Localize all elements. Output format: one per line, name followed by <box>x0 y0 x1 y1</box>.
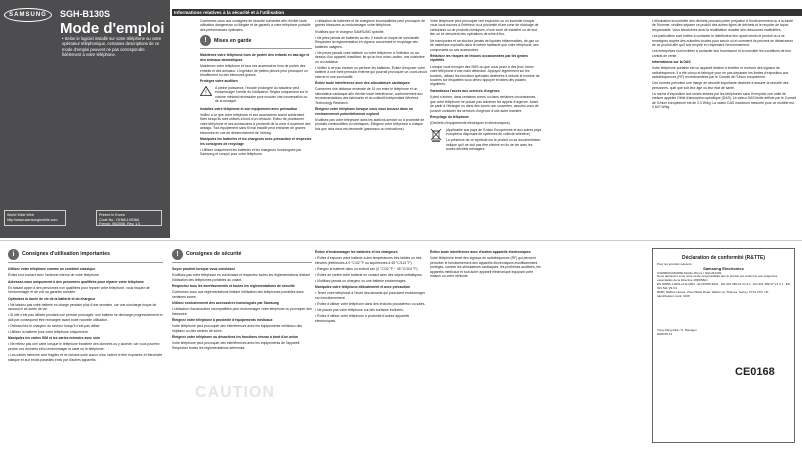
heading: Optimisez la durée de vie de la batterie et du chargeur <box>8 296 96 301</box>
section-title: Consignes de sécurité <box>186 251 242 258</box>
paragraph: • Ne jetez jamais de batteries au feu. Il existe un risque de surchauffe. Respectez la réglementation en vigueur concernant le recyclage des batteries usagées. <box>315 35 420 49</box>
paragraph: • Ne placez pas votre téléphone sur des surfaces inclinées. <box>315 308 404 312</box>
declaration-product: GSM900/GSM1800 Mobile Phone / SGH-B130S <box>657 270 722 275</box>
section-mises-en-garde <box>200 35 312 49</box>
paragraph: • Évitez d'utiliser votre téléphone à proximité d'autres appareils électroniques. <box>315 314 410 323</box>
heading: Installez votre téléphone et son équipement avec précaution <box>200 106 298 111</box>
paragraph: Lorsque vous envoyez des SMS ou que vous jouez à des jeux, tenez votre téléphone d'une main détendue. Appuyez légèrement sur les touches, utilisez les fonctions spéciales destinées à réduire le nombre de touches sur lesquelles vous devez appuyer et faites des pauses régulières. <box>430 64 540 87</box>
notified-body: BABT, Balfour House, Churchfield Road, Walton-on-Thames, Surrey, KT12 2TD, UK <box>657 290 769 295</box>
heading: Éteignez votre téléphone à proximité d'équipements médicaux <box>172 318 273 323</box>
heading: Informations sur la DAS <box>652 60 691 65</box>
column-important-usage <box>8 246 163 451</box>
section-title: Consignes d'utilisation importantes <box>22 251 110 258</box>
declaration-date: 2008.05.14 <box>657 331 673 336</box>
section-title: Mises en garde <box>214 37 252 44</box>
print-info-box <box>96 210 162 226</box>
declaration-standards: EN 60950-1:2001+A11:2004 · EN 50360:2001 · EN 301 489-01 V1.6.1 · EN 301 489-07 V1.3.1 · EN 301 511 V9.0.2 <box>657 282 790 291</box>
paragraph: Votre téléphone peut provoquer des interférences avec les équipements de l'appareil. Respectez toutes les réglementations aériennes. <box>172 341 301 350</box>
declaration-title: Déclaration de conformité (R&TTE) <box>681 255 766 261</box>
print-origin: Printed in Korea <box>99 213 125 217</box>
section-consignes-securite <box>172 249 312 263</box>
signatory: Yong-Sang Park / S. Manager <box>657 327 697 332</box>
column-explosion <box>430 19 542 239</box>
print-code: Code No.: GH68-19938A <box>99 217 140 222</box>
samsung-logo: SAMSUNG <box>4 8 52 22</box>
identification-mark: Identification mark: 0168 <box>657 293 690 298</box>
declaration-text: Nous déclarons sous notre seule responsabilité que le produit est conforme aux exigences essentielles de la Directive 1999/5/EC. <box>657 274 778 283</box>
intro-text: Conformez-vous aux consignes de sécurité suivantes afin d'éviter toute utilisation dangereuse ou illégale et de garantir à votre téléphone portable des performances optimales. <box>200 19 311 32</box>
subheading: (Déchets d'équipements électriques et électroniques) <box>430 121 510 126</box>
paragraph: (Applicable aux pays de l'Union Européenne et aux autres pays européens disposant de systèmes de collecte sélective) <box>446 127 542 137</box>
caution-watermark: CAUTION <box>195 384 275 401</box>
paragraph: Votre téléphone peut provoquer une explosion ou un incendie lorsque vous vous trouvez à l'intérieur ou à proximité d'une zone de stockage de carburants ou de produits chimiques, d'une zone de transfert ou de tout lieu où se déroulent des opérations de mise à feu. <box>430 19 539 37</box>
heading: Évitez d'endommager les batteries et les chargeurs <box>315 250 398 254</box>
declaration-for: Pour les produits suivants : <box>657 261 694 266</box>
crossed-bin-icon <box>430 128 442 142</box>
paragraph: • Évitez d'utiliser votre téléphone dans des endroits poussiéreux ou sales. <box>315 301 426 306</box>
paragraph: Ne transportez et ne stockez jamais de liquides inflammables, de gaz ou de matériaux explosifs dans le même habitacle que votre téléphone, ses composants ou ses accessoires. <box>430 38 539 52</box>
paragraph: À pleine puissance, l'écoute prolongée du baladeur peut endommager l'oreille de l'utilisateur. Réglez uniquement sur le volume minimal nécessaire pour écouter une conversation ou de la musique. <box>215 85 309 104</box>
heading: Utilisez votre téléphone comme un combiné classique <box>8 267 96 271</box>
paragraph: • Tenez votre téléphone à l'écart des aimants qui pourraient endommager son fonctionnement. <box>315 291 425 300</box>
info-bar: Informations relatives à la sécurité et à l'utilisation <box>172 9 802 16</box>
paragraph: Conservez une distance minimale de 15 cm entre le téléphone et un stimulateur cardiaque afin d'éviter toute interférence, conformément aux recommandations des fabricants et du collectif indépendant Wireless Technology Research. <box>315 87 423 105</box>
paragraph: Votre téléphone émet des signaux de radiofréquence (RF) qui peuvent perturber le fonctionnement des appareils électroniques insuffisamment protégés, comme les stimulateurs cardiaques, les prothèses auditives, les appareils médicaux et tout autre appareil électronique équipant votre maison ou votre véhicule. <box>430 256 541 279</box>
paragraph: • Débranchez le chargeur du secteur lorsqu'il n'est pas utilisé. <box>8 323 101 328</box>
column-battery-care <box>315 248 427 451</box>
web-label: World Wide Web <box>7 213 34 217</box>
column-safety <box>172 246 312 451</box>
paragraph: Il peut s'avérer, dans certaines zones ou dans certaines circonstances, que votre téléphone ne puisse pas autoriser les appels d'urgence. Avant de partir à l'étranger ou dans des zones non couvertes, assurez-vous de pouvoir contacter les services d'urgence d'une autre manière. <box>430 95 539 113</box>
section-consignes-utilisation <box>8 249 163 263</box>
ce-mark: CE0168 <box>735 366 775 378</box>
paragraph: • Évitez de mettre votre batterie en contact avec des objets métalliques. <box>315 272 423 277</box>
paragraph: • Veillez à ne pas écraser ou perforer les batteries. Évitez d'exposer votre batterie à une forte pression externe qui pourrait provoquer un court-circuit interne et une surchauffe. <box>315 65 427 79</box>
heading: Manipulez les cartes SIM et les cartes mémoire avec soin <box>8 336 100 341</box>
heading: Utilisez exclusivement des accessoires homologués par Samsung <box>172 301 279 306</box>
warning-icon: ! <box>172 249 183 260</box>
weee-block <box>430 128 542 154</box>
paragraph: N'utilisez pas votre téléphone en conduisant et respectez toutes les réglementations limitant l'utilisation des téléphones portables au volant. <box>172 273 310 282</box>
paragraph: En faisant appel à des personnes non qualifiées pour réparer votre téléphone, vous risquez de l'endommager et de voir sa garantie annulée. <box>8 285 150 295</box>
paragraph: La norme d'exposition aux ondes émises par les téléphones sans fil emploie une unité de mesure appelée Débit d'absorption spécifique (DAS). La valeur DAS limite définie par le Conseil de l'Union européenne est de 2,0 W/kg. La valeur DAS maximum mesurée pour ce modèle est 0,647 W/kg. <box>652 91 797 110</box>
paragraph: L'utilisation de batteries et de chargeurs incompatibles peut provoquer de graves blessures ou endommager votre téléphone. <box>315 19 425 28</box>
paragraph: • Si elle n'est pas utilisée pendant une période prolongée, une batterie se décharge progressivement et doit par conséquent être rechargée avant toute nouvelle utilisation. <box>8 313 163 322</box>
paragraph: Les entreprises sont invitées à contacter leur fournisseur et à consulter les conditions de leur contrat de vente. <box>652 49 792 58</box>
column-batteries <box>315 19 427 239</box>
paragraph: • Les cartes mémoire sont fragiles et ne doivent subir aucun choc violent ni être exposées à l'électricité statique et aux bruits parasites émis par d'autres appareils. <box>8 353 163 362</box>
heading: Évitez toute interférence avec des stimulateurs cardiaques <box>315 81 410 86</box>
cover-panel <box>0 0 170 238</box>
manual-title: Mode d'emploi <box>60 20 165 37</box>
paragraph: Veillez à ce que votre téléphone et ses accessoires soient solidement fixés lorsqu'ils sont utilisés à bord d'un véhicule. Évitez de positionner votre téléphone et ses accessoires à proximité de la zone d'ouverture des airbags. Tout équipement sans fil mal installé peut entraîner de graves blessures en cas de déclenchement de l'airbag. <box>200 112 311 135</box>
heading: Soyez prudent lorsque vous conduisez <box>172 267 235 271</box>
hazard-triangle-icon <box>200 86 212 96</box>
paragraph: • Utilisez la batterie pour votre téléphone uniquement. <box>8 329 89 334</box>
paragraph: Votre téléphone peut provoquer des interférences avec les équipements médicaux des hôpitaux ou des centres de soins. <box>172 324 303 333</box>
paragraph: • Ne posez jamais votre batterie ou votre téléphone à l'intérieur ou au-dessus d'un appareil chauffant, tel qu'un four micro-ondes, une cuisinière ou un radiateur. <box>315 50 425 64</box>
heading: Recyclage du téléphone <box>430 114 469 119</box>
paragraph: Conformez-vous aux réglementations limitant l'utilisation des téléphones portables dans certaines zones. <box>172 290 304 299</box>
heading: Adressez-vous uniquement à des personnes qualifiées pour réparer votre téléphone <box>8 279 144 284</box>
warning-icon: ! <box>200 35 211 46</box>
svg-text:!: ! <box>205 90 207 96</box>
hearing-warning <box>200 86 312 104</box>
heading: Manipulez votre téléphone délicatement et avec précaution <box>315 285 410 290</box>
model-number: SGH-B130S <box>60 9 111 19</box>
print-revision: French. 06/2008. Rev. 1.0 <box>99 222 141 227</box>
paragraph: N'utilisez pas votre téléphone dans les stations-service ou à proximité de produits combustibles ou chimiques. Éteignez votre téléphone à chaque fois que cela vous est demandé (panneaux ou instructions). <box>315 117 425 131</box>
paragraph: La présence de ce symbole sur le produit ou sa documentation indique qu'il ne doit pas être éliminé en fin de vie avec les autres déchets ménagers. <box>446 138 541 152</box>
paragraph: Votre téléphone portable est un appareil destiné à émettre et recevoir des signaux de radiofréquence. Il a été conçu et fabriqué pour ne pas dépasser les limites d'exposition aux radiofréquences (RF) recommandées par le Conseil de l'Union européenne. <box>652 66 789 80</box>
paragraph: Évitez tout contact avec l'antenne interne de votre téléphone. <box>8 273 100 278</box>
info-icon: i <box>8 249 19 260</box>
column-interference <box>430 248 542 328</box>
web-url[interactable]: http://www.samsungmobile.com <box>7 217 58 222</box>
column-sar <box>652 19 797 239</box>
declaration-company: Samsung Electronics <box>703 266 744 272</box>
heading: Manipulez les batteries et les chargeurs avec précaution et respectez les consignes de recyclage <box>200 137 312 146</box>
heading: Respectez tous les avertissements et toutes les réglementations de sécurité <box>172 284 295 289</box>
fold-line <box>0 240 802 241</box>
cover-intro: • Selon le logiciel installé sur votre téléphone ou votre opérateur téléphonique, certaines descriptions de ce mode d'emploi peuvent ne pas correspondre fidèlement à votre téléphone. <box>62 36 162 58</box>
paragraph: • Utilisez uniquement les batteries et les chargeurs homologués par Samsung et conçus pour votre téléphone. <box>200 147 302 157</box>
paragraph: Ces normes prévoient une marge de sécurité importante destinée à assurer la sécurité des personnes, quel que soit leur âge ou leur état de santé. <box>652 81 789 90</box>
paragraph: L'utilisation d'accessoires incompatibles peut endommager votre téléphone ou provoquer des blessures. <box>172 307 312 316</box>
column-warnings <box>200 19 312 239</box>
heading: Réduisez les risques de lésions occasionnées par les gestes répétitifs <box>430 53 528 63</box>
heading: Éteignez votre téléphone lorsque vous vous trouvez dans un environnement potentiellement explosif <box>315 107 413 116</box>
heading: Protégez votre audition <box>200 79 238 84</box>
paragraph: Maintenez votre téléphone et tous ses accessoires hors de portée des enfants et des animaux. L'ingestion de petites pièces peut provoquer un étouffement ou des blessures graves. <box>200 64 308 77</box>
paragraph: • Ne retirez pas une carte lorsque le téléphone transfère des données ou y accède, car vous pourriez perdre vos données et/ou endommager la carte ou le téléphone. <box>8 342 160 351</box>
heading: Évitez toute interférence avec d'autres appareils électroniques <box>430 250 531 254</box>
paragraph: • Rangez la batterie dans un endroit sec (0 °C/32 °F ~ 45 °C/104 °F). <box>315 266 419 271</box>
paragraph: N'utilisez que le chargeur SAMSUNG spécifié. <box>315 29 385 34</box>
paragraph: • Ne laissez pas votre batterie en charge pendant plus d'une semaine, car une surcharge risque de raccourcir sa durée de vie. <box>8 302 157 312</box>
website-box <box>4 210 66 226</box>
paragraph: • Évitez d'exposer votre batterie à des températures très faibles ou très élevées (inférieures à 0 °C/32 °F ou supérieures à 45 °C/113 °F). <box>315 256 422 265</box>
declaration-of-conformity <box>652 248 795 443</box>
paragraph: L'élimination incontrôlée des déchets pouvant porter préjudice à l'environnement ou à la santé de l'homme, veuillez séparer ce produit des autres types de déchets et le recycler de façon responsable. Vous favoriserez ainsi la réutilisation durable des ressources matérielles. <box>652 19 793 32</box>
paragraph: Les particuliers sont invités à contacter le distributeur leur ayant vendu le produit ou à se renseigner auprès des autorités locales pour savoir où et comment ils peuvent se débarrasser de ce produit afin qu'il soit recyclé en respectant l'environnement. <box>652 34 793 48</box>
heading: Maintenez votre téléphone hors de portée des enfants en bas âge et des animaux domestiques <box>200 53 310 62</box>
heading: Garantissez l'accès aux services d'urgence <box>430 88 500 93</box>
paragraph: • N'utilisez jamais un chargeur ou une batterie endommagés. <box>315 278 407 283</box>
heading: Éteignez votre téléphone ou désactivez les fonctions réseau à bord d'un avion <box>172 335 299 340</box>
